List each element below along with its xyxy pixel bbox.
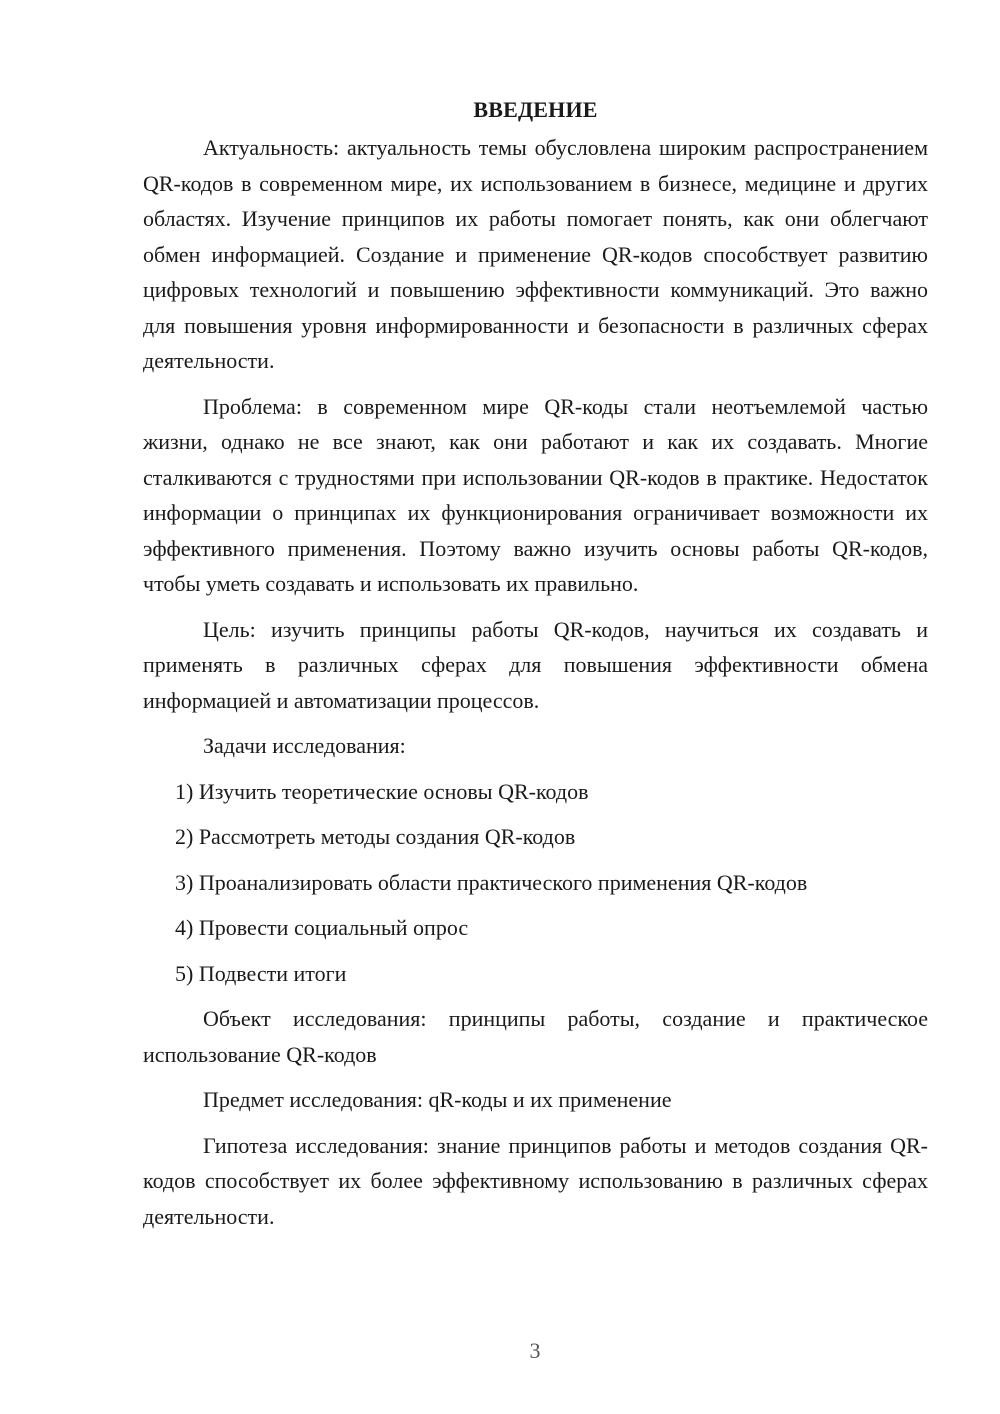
- list-item: 3) Проанализировать области практического применения QR-кодов: [175, 869, 808, 895]
- paragraph-object: Объект исследования: принципы работы, создание и практическое использование QR-кодов: [143, 1006, 928, 1067]
- paragraph-problem: Проблема: в современном мире QR-коды стали неотъемлемой частью жизни, однако не все знают, как они работают и как их создавать. Многие сталкиваются с трудностями при использовании QR-кодов в практике. Недостаток информации о принципах их функционирования ограничивает возможности их эффективного применения. Поэтому важно изучить основы работы QR-кодов, чтобы уметь создавать и использовать их правильно.: [143, 393, 928, 596]
- paragraph-hypothesis: Гипотеза исследования: знание принципов работы и методов создания QR-кодов способствует их более эффективному использованию в различных сферах деятельности.: [143, 1132, 928, 1229]
- paragraph-subject: Предмет исследования: qR-коды и их применение: [203, 1087, 672, 1112]
- paragraph-relevance: Актуальность: актуальность темы обусловлена широким распространением QR-кодов в современном мире, их использованием в бизнесе, медицине и других областях. Изучение принципов их работы помогает понять, как они облегчают обмен информацией. Создание и применение QR-кодов способствует развитию цифровых технологий и повышению эффективности коммуникаций. Это важно для повышения уровня информированности и безопасности в различных сферах деятельности.: [143, 135, 928, 373]
- list-item: 5) Подвести итоги: [175, 960, 347, 986]
- list-item: 1) Изучить теоретические основы QR-кодов: [175, 778, 589, 804]
- paragraph-goal: Цель: изучить принципы работы QR-кодов, научиться их создавать и применять в различных сферах для повышения эффективности обмена информацией и автоматизации процессов.: [143, 616, 928, 713]
- list-item: 4) Провести социальный опрос: [175, 915, 469, 940]
- page-number: 3: [529, 1338, 541, 1363]
- tasks-list: [143, 774, 928, 992]
- tasks-heading: Задачи исследования:: [203, 733, 406, 758]
- page-content: [143, 92, 928, 1244]
- page-title: ВВЕДЕНИЕ: [473, 97, 598, 122]
- list-item: 2) Рассмотреть методы создания QR-кодов: [175, 824, 576, 849]
